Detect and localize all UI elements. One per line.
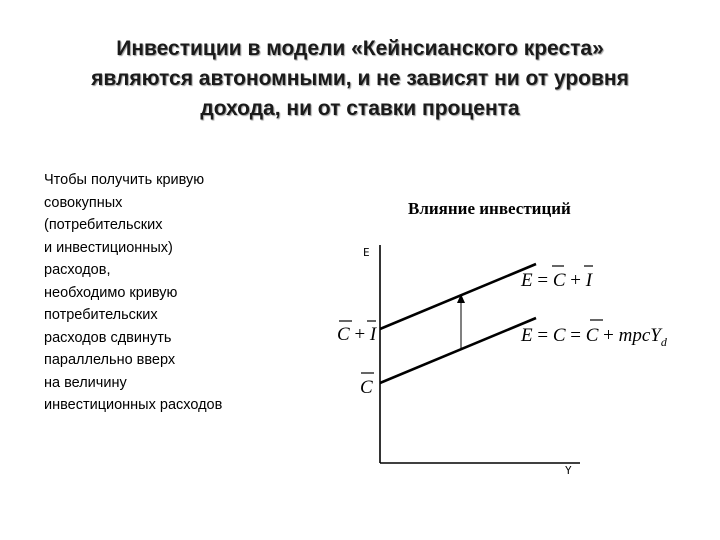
body-line-4: и инвестиционных) — [44, 239, 173, 256]
body-line-7: потребительских — [44, 307, 158, 323]
diagram-title: Влияние инвестиций — [408, 199, 571, 218]
body-line-5: расходов, — [44, 262, 111, 278]
lower-line-equation: E = C = C + mpcY$_d$ — [521, 325, 667, 349]
title-line-3: дохода, ни от ставки процента — [200, 97, 520, 120]
y-axis-label: E — [363, 246, 370, 259]
intercept-lower-label: C — [360, 377, 373, 398]
body-line-10: на величину — [44, 374, 127, 391]
body-line-1: Чтобы получить кривую — [44, 172, 205, 188]
aggregate-expenditure-line — [380, 264, 536, 329]
body-line-11: инвестиционных расходов — [44, 397, 223, 413]
body-line-2: совокупных — [44, 194, 123, 211]
title-line-2: являются автономными, и не зависят ни от уровня — [91, 67, 629, 90]
body-line-3: (потребительских — [44, 217, 163, 233]
body-line-8: расходов сдвинуть — [44, 329, 172, 346]
title-line-1: Инвестиции в модели «Кейнсианского креста» — [116, 37, 604, 60]
body-line-6: необходимо кривую — [44, 284, 178, 301]
consumption-line — [380, 318, 536, 383]
body-line-9: параллельно вверх — [44, 352, 176, 368]
upper-line-equation: E = C + I — [521, 270, 593, 291]
x-axis-label: Y — [565, 464, 572, 477]
intercept-upper-label: C + I — [337, 324, 377, 345]
